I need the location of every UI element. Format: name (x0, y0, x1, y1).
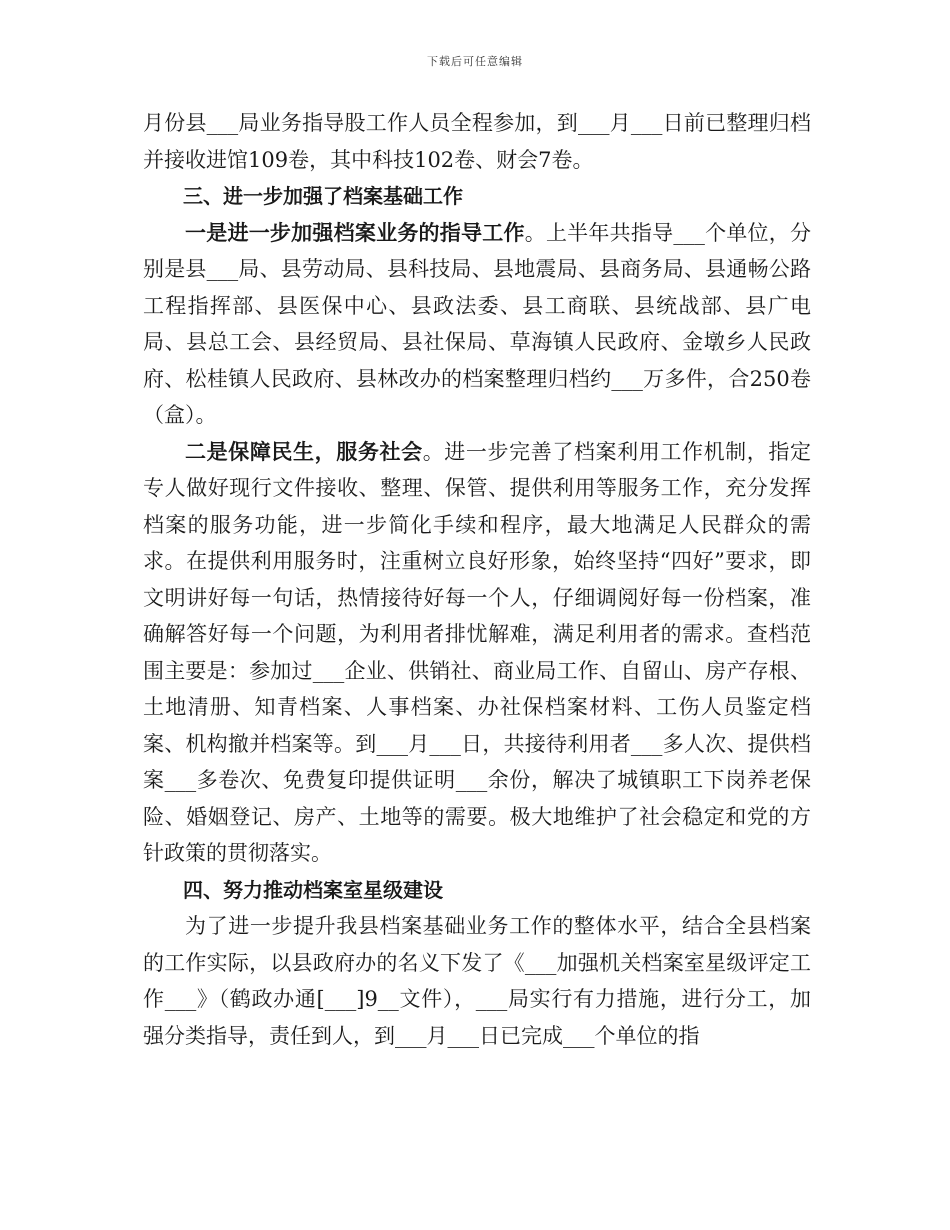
paragraph-star-rating: 为了进一步提升我县档案基础业务工作的整体水平，结合全县档案的工作实际，以县政府办的名义下发了《___加强机关档案室星级评定工作___》（鹤政办通[___]9__文件），___局实行有力措施，进行分工，加强分类指导，责任到人，到___月___日已完成___个单位的指 (143, 914, 811, 1048)
paragraph-lead: 二是保障民生，服务社会 (185, 439, 423, 464)
section-heading-4: 四、努力推动档案室星级建设 (183, 877, 443, 902)
paragraph-service (143, 434, 811, 872)
paragraph-text: 。上半年共指导___个单位，分别是县___局、县劳动局、县科技局、县地震局、县商务局、县通畅公路工程指挥部、县医保中心、县政法委、县工商联、县统战部、县广电局、县总工会、县经贸局、县社保局、草海镇人民政府、金墩乡人民政府、松桂镇人民政府、县林改办的档案整理归档约___万多件，合250卷（盒）。 (143, 220, 812, 427)
paragraph-lead: 一是进一步加强档案业务的指导工作 (185, 220, 525, 245)
paragraph-text: 。进一步完善了档案利用工作机制，指定专人做好现行文件接收、整理、保管、提供利用等服务工作，充分发挥档案的服务功能，进一步简化手续和程序，最大地满足人民群众的需求。在提供利用服务时，注重树立良好形象，始终坚持“四好”要求，即文明讲好每一句话，热情接待好每一个人，仔细调阅好每一份档案，准确解答好每一个问题，为利用者排忧解难，满足利用者的需求。查档范围主要是：参加过___企业、供销社、商业局工作、自留山、房产存根、土地清册、知青档案、人事档案、办社保档案材料、工伤人员鉴定档案、机构撤并档案等。到___月___日，共接待利用者___多人次、提供档案___多卷次、免费复印提供证明___余份，解决了城镇职工下岗养老保险、婚姻登记、房产、土地等的需要。极大地维护了社会稳定和党的方针政策的贯彻落实。 (143, 439, 812, 865)
header-note: 下载后可任意编辑 (427, 55, 523, 68)
paragraph-continuation: 月份县___局业务指导股工作人员全程参加，到___月___日前已整理归档并接收进馆109卷，其中科技102卷、财会7卷。 (143, 111, 811, 172)
section-heading-3: 三、进一步加强了档案基础工作 (183, 184, 463, 208)
document-body (143, 105, 811, 1054)
paragraph-guidance (143, 215, 811, 434)
